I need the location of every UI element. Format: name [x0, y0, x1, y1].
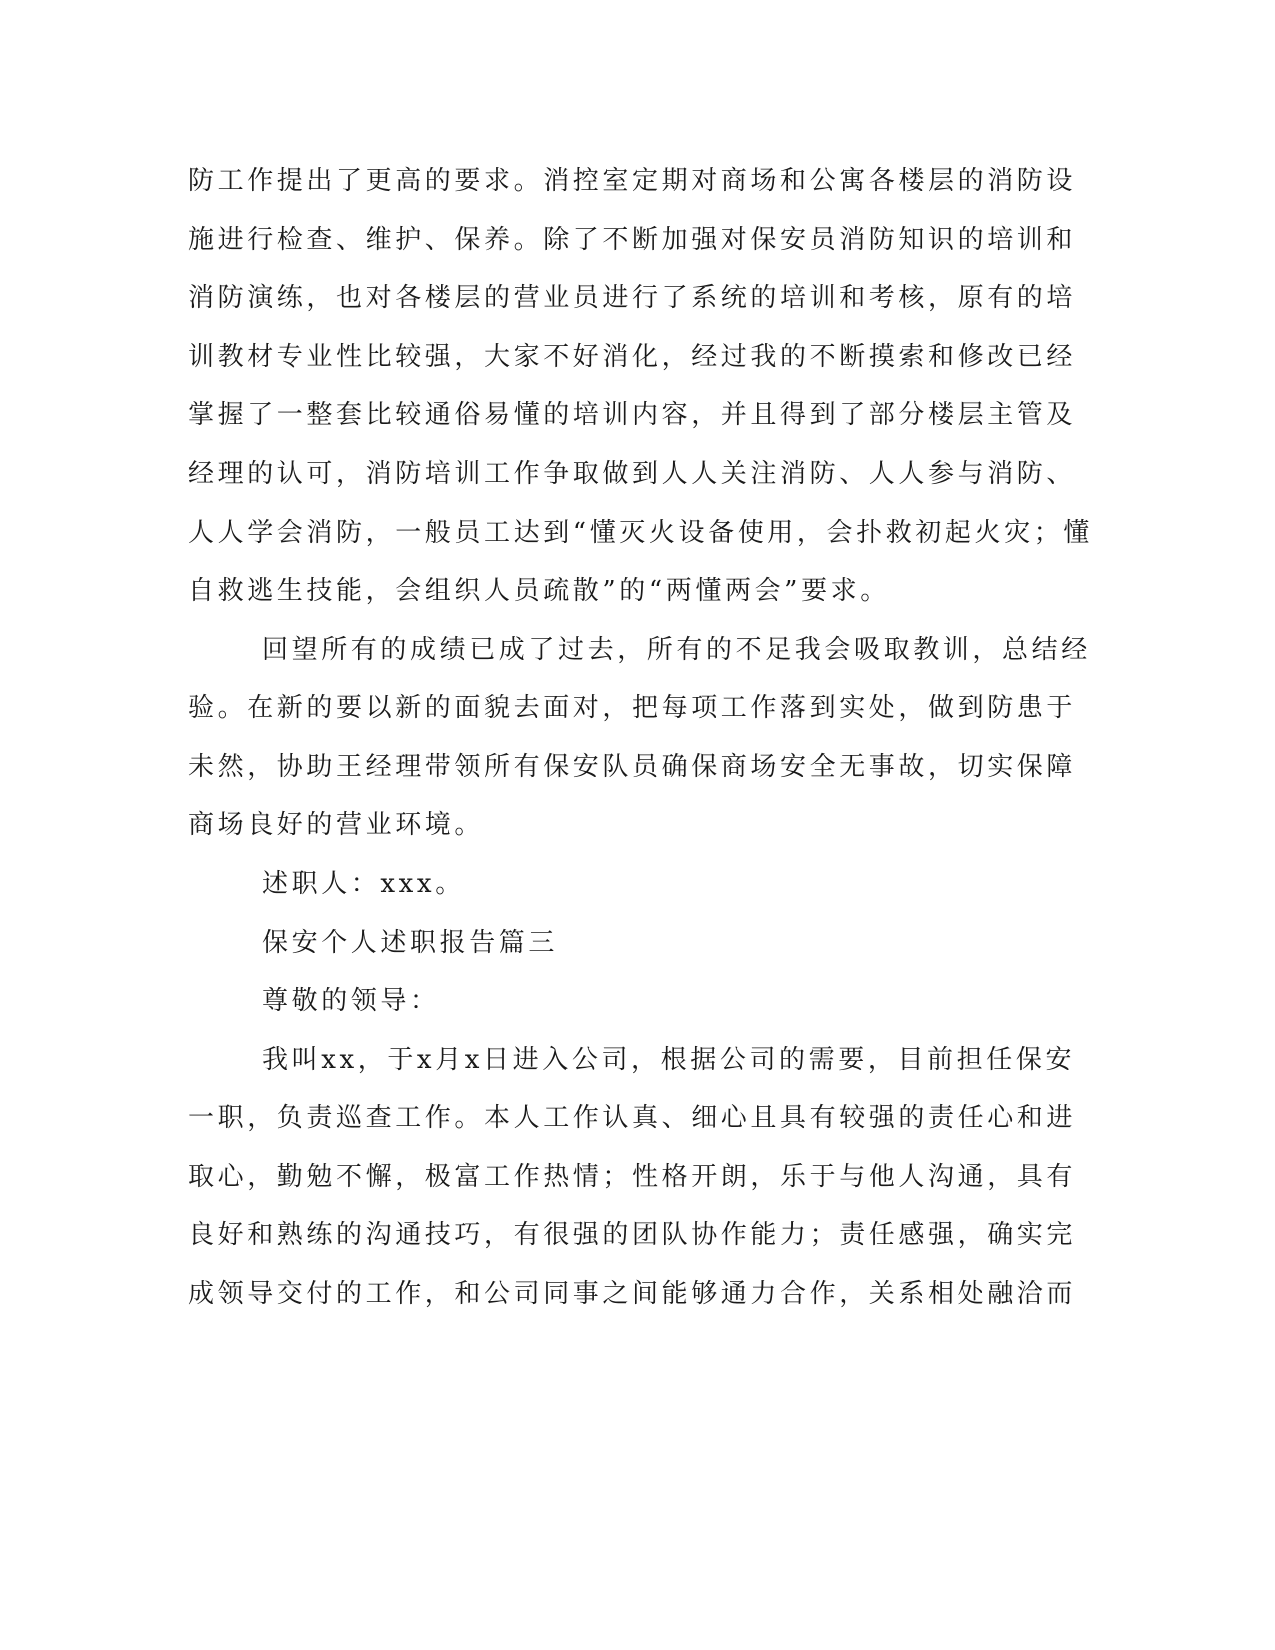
text-line: 良好和熟练的沟通技巧，有很强的团队协作能力；责任感强，确实完 [188, 1220, 1077, 1250]
text-line: 成领导交付的工作，和公司同事之间能够通力合作，关系相处融洽而 [188, 1279, 1077, 1309]
text-line: 未然，协助王经理带领所有保安队员确保商场安全无事故，切实保障 [188, 752, 1077, 782]
text-line: 验。在新的要以新的面貌去面对，把每项工作落到实处，做到防患于 [188, 693, 1077, 723]
text-line: 训教材专业性比较强，大家不好消化，经过我的不断摸索和修改已经 [188, 342, 1077, 372]
salutation: 尊敬的领导： [262, 986, 440, 1016]
paragraph-start-line: 回望所有的成绩已成了过去，所有的不足我会吸取教训，总结经 [262, 635, 1091, 665]
text-line: 消防演练，也对各楼层的营业员进行了系统的培训和考核，原有的培 [188, 283, 1077, 313]
text-line: 施进行检查、维护、保养。除了不断加强对保安员消防知识的培训和 [188, 225, 1077, 255]
section-title: 保安个人述职报告篇三 [262, 928, 559, 958]
text-line: 商场良好的营业环境。 [188, 810, 485, 840]
signature-line: 述职人：xxx。 [262, 869, 465, 899]
text-line: 自救逃生技能，会组织人员疏散”的“两懂两会”要求。 [188, 576, 890, 606]
text-line: 掌握了一整套比较通俗易懂的培训内容，并且得到了部分楼层主管及 [188, 400, 1077, 430]
text-line: 人人学会消防，一般员工达到“懂灭火设备使用，会扑救初起火灾；懂 [188, 518, 1093, 548]
text-line: 取心，勤勉不懈，极富工作热情；性格开朗，乐于与他人沟通，具有 [188, 1162, 1077, 1192]
text-line: 防工作提出了更高的要求。消控室定期对商场和公寓各楼层的消防设 [188, 166, 1077, 196]
text-line: 经理的认可，消防培训工作争取做到人人关注消防、人人参与消防、 [188, 459, 1077, 489]
text-line: 一职，负责巡查工作。本人工作认真、细心且具有较强的责任心和进 [188, 1103, 1077, 1133]
paragraph-start-line: 我叫xx，于x月x日进入公司，根据公司的需要，目前担任保安 [262, 1045, 1076, 1075]
